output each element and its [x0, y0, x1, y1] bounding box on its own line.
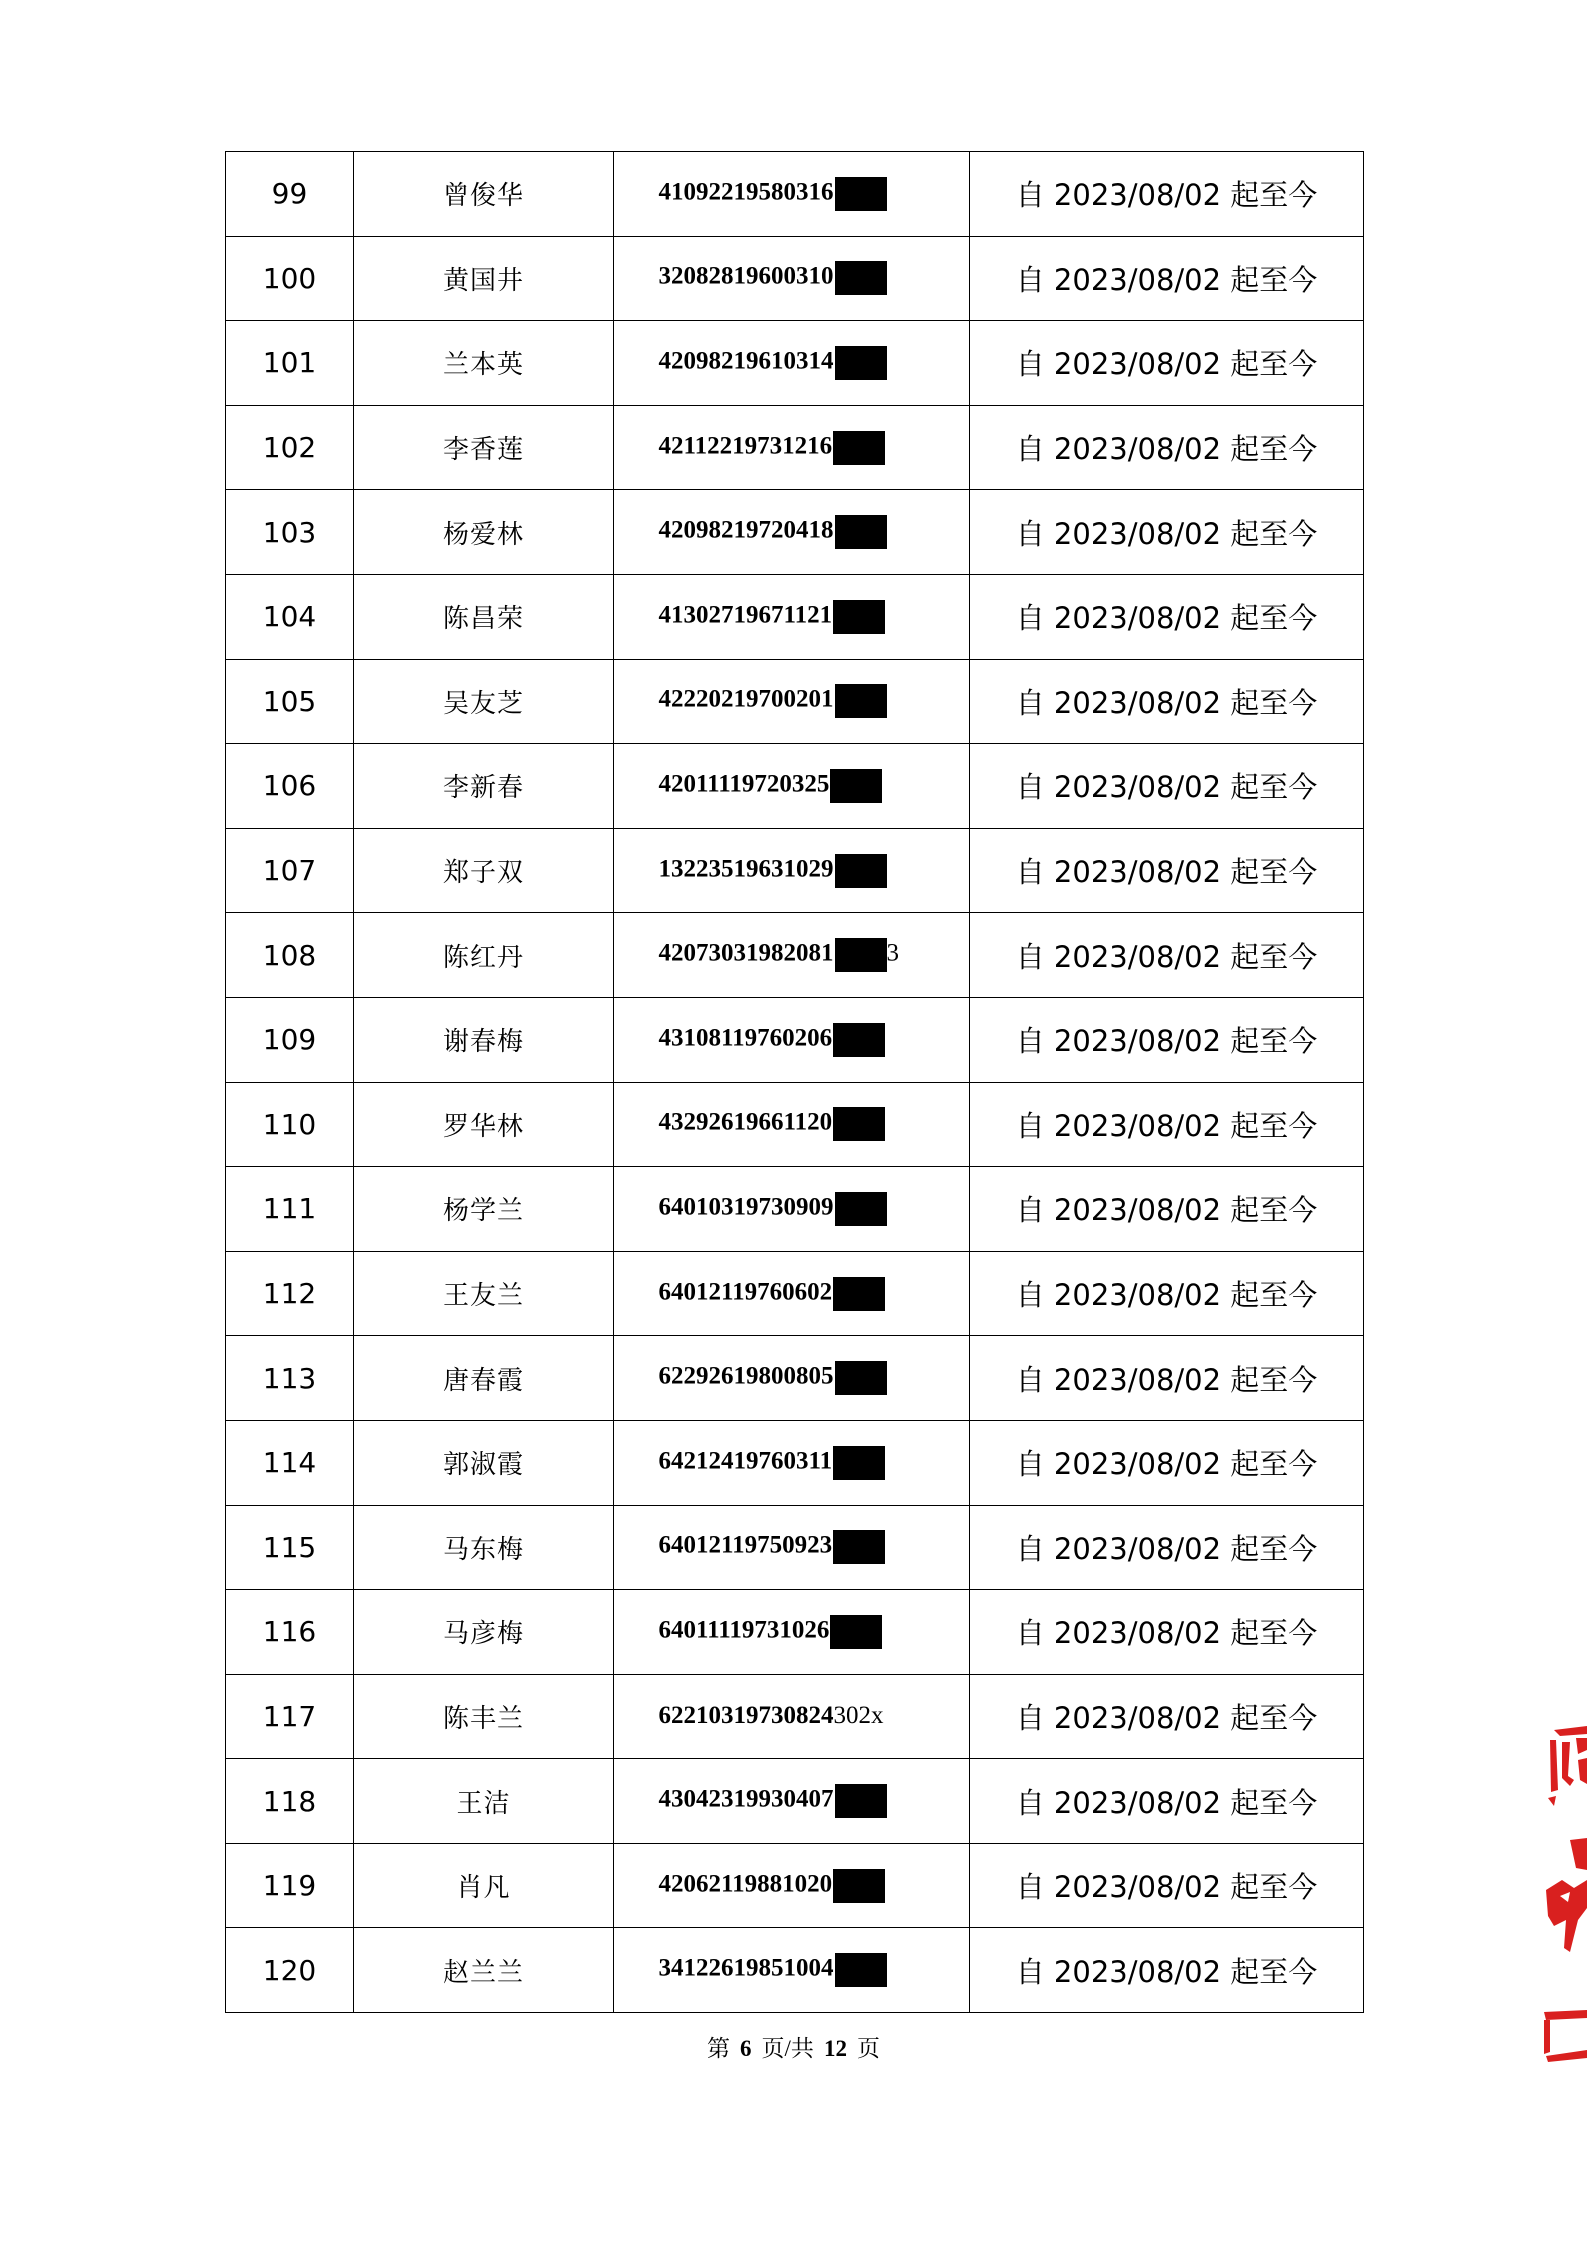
person-name-cell: 陈昌荣: [354, 574, 614, 659]
id-number-text: 62292619800805: [658, 1362, 834, 1390]
redaction-block: [833, 1107, 885, 1141]
row-index-cell: 100: [226, 236, 354, 321]
validity-period-cell: 自 2023/08/02 起至今: [970, 1505, 1364, 1590]
footer-page-number: 6: [740, 2036, 752, 2061]
person-name-cell: 马彦梅: [354, 1590, 614, 1675]
id-number-wrapper: [629, 938, 955, 972]
row-index-cell: 101: [226, 321, 354, 406]
id-number-wrapper: [629, 1530, 955, 1564]
validity-period-cell: 自 2023/08/02 起至今: [970, 405, 1364, 490]
validity-period-cell: 自 2023/08/02 起至今: [970, 744, 1364, 829]
id-number-text: 42011119720325: [658, 770, 830, 798]
id-number-wrapper: [629, 515, 955, 549]
table-row: [226, 574, 1364, 659]
redaction-block: [835, 1784, 887, 1818]
footer-total-pages: 12: [823, 2036, 847, 2061]
id-number-text: 64012119760602: [658, 1278, 833, 1306]
table-row: [226, 405, 1364, 490]
person-name-cell: 杨爱林: [354, 490, 614, 575]
id-number-cell: [614, 405, 970, 490]
id-number-text: 42098219610314: [658, 347, 834, 375]
validity-period-cell: 自 2023/08/02 起至今: [970, 236, 1364, 321]
redaction-block: [835, 177, 887, 211]
validity-period-cell: 自 2023/08/02 起至今: [970, 913, 1364, 998]
id-number-wrapper: [629, 769, 955, 803]
row-index-cell: 114: [226, 1420, 354, 1505]
id-number-wrapper: [629, 600, 955, 634]
table-row: [226, 321, 1364, 406]
table-row: [226, 828, 1364, 913]
id-number-cell: [614, 997, 970, 1082]
redaction-block: [835, 1953, 887, 1987]
id-number-wrapper: [629, 1107, 955, 1141]
person-name-cell: 李新春: [354, 744, 614, 829]
row-index-cell: 116: [226, 1590, 354, 1675]
id-number-cell: [614, 1843, 970, 1928]
row-index-cell: 112: [226, 1251, 354, 1336]
redaction-block: [835, 1192, 887, 1226]
id-number-cell: [614, 744, 970, 829]
id-number-text: 64010319730909: [658, 1193, 834, 1221]
table-row: [226, 1167, 1364, 1252]
id-number-text: 64212419760311: [658, 1447, 833, 1475]
table-row: [226, 1251, 1364, 1336]
redaction-block: [833, 1023, 885, 1057]
id-number-text: 42073031982081: [658, 939, 834, 967]
redaction-block: [833, 431, 885, 465]
id-number-cell: [614, 828, 970, 913]
id-number-text: 43108119760206: [658, 1024, 833, 1052]
table-row: [226, 1759, 1364, 1844]
id-number-cell: [614, 1420, 970, 1505]
footer-suffix: 页: [856, 2036, 880, 2061]
person-name-cell: 曾俊华: [354, 152, 614, 237]
id-number-cell: [614, 659, 970, 744]
id-number-wrapper: [629, 346, 955, 380]
validity-period-cell: 自 2023/08/02 起至今: [970, 574, 1364, 659]
person-name-cell: 杨学兰: [354, 1167, 614, 1252]
table-row: [226, 490, 1364, 575]
table-row: [226, 1420, 1364, 1505]
table-row: [226, 659, 1364, 744]
id-number-text: 41302719671121: [658, 601, 833, 629]
validity-period-cell: 自 2023/08/02 起至今: [970, 1759, 1364, 1844]
id-number-cell: [614, 1251, 970, 1336]
id-number-text: 42112219731216: [658, 432, 833, 460]
id-number-text: 43292619661120: [658, 1109, 833, 1137]
redaction-block: [830, 1615, 882, 1649]
table-row: [226, 1082, 1364, 1167]
row-index-cell: 107: [226, 828, 354, 913]
id-number-wrapper: [629, 1702, 955, 1730]
row-index-cell: 104: [226, 574, 354, 659]
validity-period-cell: 自 2023/08/02 起至今: [970, 1674, 1364, 1759]
footer-prefix: 第: [707, 2036, 731, 2061]
redaction-block: [833, 1446, 885, 1480]
table-row: [226, 744, 1364, 829]
official-seal-fragment: [1540, 1720, 1587, 2120]
person-name-cell: 王洁: [354, 1759, 614, 1844]
id-number-cell: [614, 574, 970, 659]
person-name-cell: 唐春霞: [354, 1336, 614, 1421]
id-number-cell: [614, 1928, 970, 2013]
person-name-cell: 罗华林: [354, 1082, 614, 1167]
id-number-text: 13223519631029: [658, 855, 834, 883]
id-number-wrapper: [629, 854, 955, 888]
redaction-block: [835, 515, 887, 549]
row-index-cell: 119: [226, 1843, 354, 1928]
redaction-block: [830, 769, 882, 803]
id-number-cell: [614, 152, 970, 237]
validity-period-cell: 自 2023/08/02 起至今: [970, 1167, 1364, 1252]
redaction-block: [835, 854, 887, 888]
row-index-cell: 111: [226, 1167, 354, 1252]
id-number-wrapper: [629, 1784, 955, 1818]
redaction-block: [833, 1530, 885, 1564]
person-name-cell: 马东梅: [354, 1505, 614, 1590]
id-number-text: 34122619851004: [658, 1955, 834, 1982]
table-row: [226, 997, 1364, 1082]
id-number-cell: [614, 1336, 970, 1421]
validity-period-cell: 自 2023/08/02 起至今: [970, 1082, 1364, 1167]
id-number-cell: [614, 1590, 970, 1675]
id-number-text: 64011119731026: [658, 1616, 830, 1644]
row-index-cell: 103: [226, 490, 354, 575]
person-name-cell: 陈红丹: [354, 913, 614, 998]
id-number-cell: [614, 1082, 970, 1167]
person-name-cell: 陈丰兰: [354, 1674, 614, 1759]
id-number-text: 42062119881020: [658, 1870, 833, 1898]
id-number-suffix: 302x: [833, 1702, 884, 1730]
id-number-text: 42220219700201: [658, 686, 834, 714]
id-number-cell: [614, 1674, 970, 1759]
redaction-block: [833, 1869, 885, 1903]
id-number-text: 62210319730824: [658, 1702, 834, 1730]
person-name-cell: 赵兰兰: [354, 1928, 614, 2013]
row-index-cell: 109: [226, 997, 354, 1082]
id-number-wrapper: [629, 1023, 955, 1057]
redaction-block: [833, 600, 885, 634]
row-index-cell: 118: [226, 1759, 354, 1844]
row-index-cell: 102: [226, 405, 354, 490]
id-number-wrapper: [629, 1192, 955, 1226]
row-index-cell: 117: [226, 1674, 354, 1759]
validity-period-cell: 自 2023/08/02 起至今: [970, 1420, 1364, 1505]
validity-period-cell: 自 2023/08/02 起至今: [970, 490, 1364, 575]
table-row: [226, 1674, 1364, 1759]
validity-period-cell: 自 2023/08/02 起至今: [970, 1251, 1364, 1336]
table-row: [226, 913, 1364, 998]
person-name-cell: 兰本英: [354, 321, 614, 406]
person-name-cell: 王友兰: [354, 1251, 614, 1336]
id-number-text: 32082819600310: [658, 263, 834, 291]
person-name-cell: 肖凡: [354, 1843, 614, 1928]
redaction-block: [835, 346, 887, 380]
row-index-cell: 113: [226, 1336, 354, 1421]
row-index-cell: 108: [226, 913, 354, 998]
redaction-block: [835, 1361, 887, 1395]
validity-period-cell: 自 2023/08/02 起至今: [970, 1590, 1364, 1675]
id-number-cell: [614, 1505, 970, 1590]
row-index-cell: 120: [226, 1928, 354, 2013]
id-number-wrapper: [629, 1361, 955, 1395]
table-row: [226, 1336, 1364, 1421]
table-row: [226, 1590, 1364, 1675]
redaction-block: [835, 938, 887, 972]
person-name-cell: 李香莲: [354, 405, 614, 490]
id-number-cell: [614, 1167, 970, 1252]
footer-middle: 页/共: [761, 2036, 814, 2061]
id-number-text: 43042319930407: [658, 1785, 834, 1813]
id-number-wrapper: [629, 684, 955, 718]
validity-period-cell: 自 2023/08/02 起至今: [970, 828, 1364, 913]
redaction-block: [835, 261, 887, 295]
validity-period-cell: 自 2023/08/02 起至今: [970, 997, 1364, 1082]
validity-period-cell: 自 2023/08/02 起至今: [970, 321, 1364, 406]
id-number-wrapper: [629, 1446, 955, 1480]
id-number-wrapper: [629, 261, 955, 295]
id-number-text: 64012119750923: [658, 1532, 833, 1560]
person-name-cell: 吴友芝: [354, 659, 614, 744]
validity-period-cell: 自 2023/08/02 起至今: [970, 1336, 1364, 1421]
row-index-cell: 110: [226, 1082, 354, 1167]
row-index-cell: 115: [226, 1505, 354, 1590]
id-number-cell: [614, 1759, 970, 1844]
id-number-wrapper: [629, 1869, 955, 1903]
table-row: [226, 236, 1364, 321]
row-index-cell: 106: [226, 744, 354, 829]
person-name-cell: 黄国井: [354, 236, 614, 321]
row-index-cell: 105: [226, 659, 354, 744]
validity-period-cell: 自 2023/08/02 起至今: [970, 1928, 1364, 2013]
id-number-wrapper: [629, 1277, 955, 1311]
id-number-wrapper: [629, 177, 955, 211]
validity-period-cell: 自 2023/08/02 起至今: [970, 659, 1364, 744]
table-row: [226, 1928, 1364, 2013]
validity-period-cell: 自 2023/08/02 起至今: [970, 152, 1364, 237]
person-name-cell: 谢春梅: [354, 997, 614, 1082]
id-number-cell: [614, 236, 970, 321]
validity-period-cell: 自 2023/08/02 起至今: [970, 1843, 1364, 1928]
table-row: [226, 152, 1364, 237]
person-name-cell: 郭淑霞: [354, 1420, 614, 1505]
id-number-text: 41092219580316: [658, 178, 834, 206]
id-number-cell: [614, 913, 970, 998]
id-number-suffix: 3: [886, 939, 899, 967]
id-number-cell: [614, 321, 970, 406]
person-name-cell: 郑子双: [354, 828, 614, 913]
id-number-wrapper: [629, 1953, 955, 1987]
table-row: [226, 1843, 1364, 1928]
id-number-text: 42098219720418: [658, 516, 834, 544]
id-number-wrapper: [629, 431, 955, 465]
redaction-block: [835, 684, 887, 718]
roster-body: [226, 152, 1364, 2013]
row-index-cell: 99: [226, 152, 354, 237]
table-row: [226, 1505, 1364, 1590]
page-footer: [0, 2030, 1587, 2063]
id-number-wrapper: [629, 1615, 955, 1649]
id-number-cell: [614, 490, 970, 575]
redaction-block: [833, 1277, 885, 1311]
roster-table: [225, 151, 1364, 2013]
